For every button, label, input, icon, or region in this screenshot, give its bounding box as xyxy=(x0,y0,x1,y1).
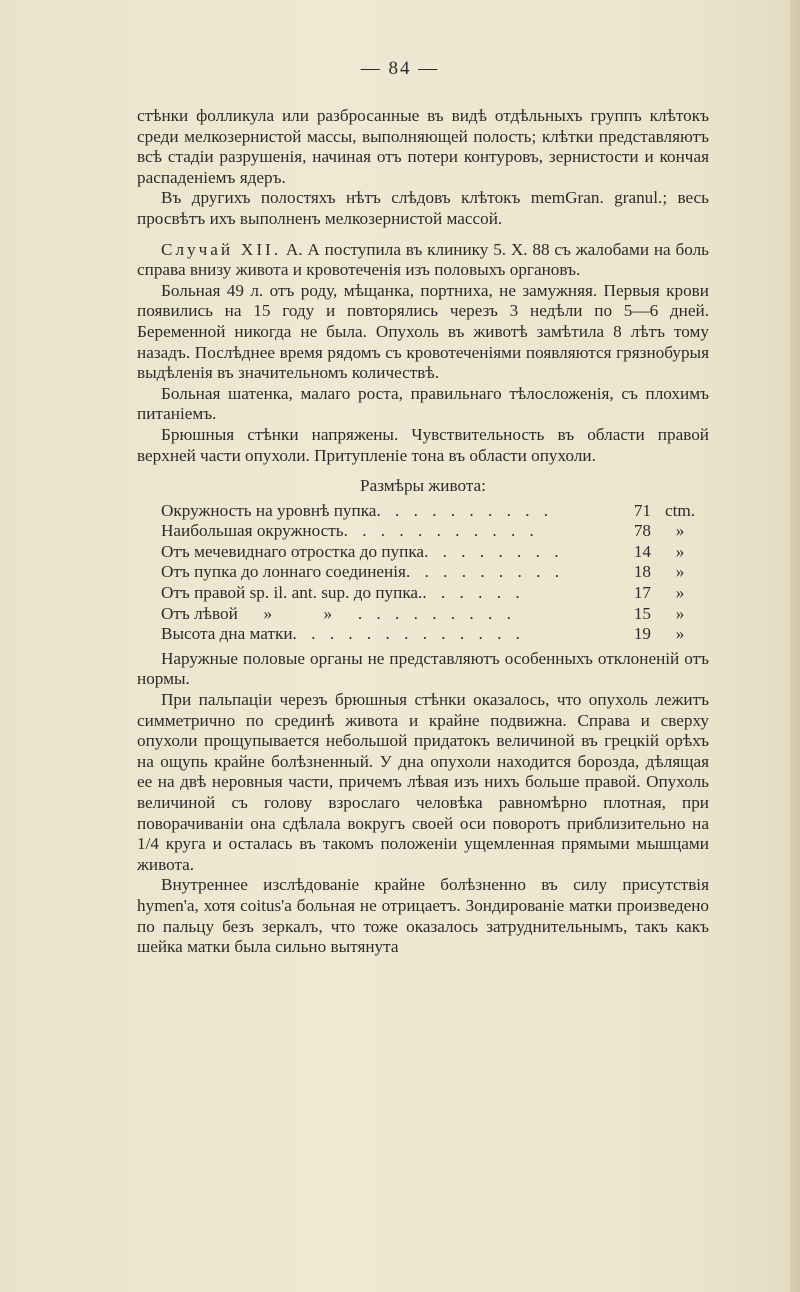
measurement-label: Окружность на уровнѣ пупка xyxy=(161,500,377,520)
measurement-unit: » xyxy=(675,603,685,623)
measurement-row xyxy=(161,521,709,542)
measurement-row xyxy=(161,583,709,604)
page-number: — 84 — xyxy=(360,58,440,79)
leader-dots: . . . . . . . . . . . xyxy=(343,521,539,541)
paragraph-4: Больная 49 л. отъ роду, мѣщанка, портниха, не замужняя. Первыя крови появились на 15 году и повторялись черезъ 3 недѣли по 5—6 дней. Беременной никогда не была. Опухоль въ животѣ замѣтила 8 лѣтъ тому назадъ. Послѣднее время рядомъ съ кровотеченіями появляются грязнобурыя выдѣленія въ значительномъ количествѣ. xyxy=(137,280,709,383)
leader-dots: . . . . . . . . . xyxy=(357,603,516,623)
measurement-label: Отъ лѣвой xyxy=(161,603,238,623)
measurement-value: 17 xyxy=(633,583,651,603)
measurement-unit: » xyxy=(675,521,685,541)
measurement-unit: » xyxy=(675,541,685,561)
case-text: А. А поступила въ клинику 5. X. 88 съ жалобами на боль справа внизу живота и кровотеченія изъ половыхъ органовъ. xyxy=(137,239,709,280)
paragraph-9: Внутреннее изслѣдованіе крайне болѣзненно въ силу присутствія hymen'a, хотя coitus'a больная не отрицаетъ. Зондированіе матки произведено по пальцу безъ зеркалъ, что тоже оказалось затруднительнымъ, такъ какъ шейка матки была сильно вытянута xyxy=(137,875,709,957)
page-edge xyxy=(790,0,800,1292)
case-paragraph xyxy=(137,240,709,281)
paragraph-7: Наружные половые органы не представляютъ особенныхъ отклоненій отъ нормы. xyxy=(137,648,709,689)
measurement-label: Отъ мечевиднаго отростка до пупка xyxy=(161,541,425,561)
measurement-unit: » xyxy=(675,624,685,644)
case-label: Случай XII. xyxy=(161,239,282,259)
measurement-unit: ctm. xyxy=(664,500,696,520)
measurement-row xyxy=(161,542,709,563)
measurement-value: 14 xyxy=(633,541,651,561)
measurement-label: Отъ правой sp. il. ant. sup. до пупка. xyxy=(161,583,423,603)
measurement-value: 71 xyxy=(633,500,651,520)
measurement-label: Отъ пупка до лоннаго соединенія xyxy=(161,562,406,582)
measurement-label: Наибольшая окружность xyxy=(161,521,344,541)
measurements-title: Размѣры живота: xyxy=(360,476,486,496)
leader-dots: . . . . . . . . . . . . . xyxy=(292,624,525,644)
leader-dots: . . . . . . xyxy=(422,583,525,603)
paragraph-1: стѣнки фолликула или разбросанные въ видѣ отдѣльныхъ группъ клѣтокъ среди мелкозернистой массы, выполняющей полость; клѣтки представляютъ всѣ стадіи разрушенія, начиная отъ потери контуровъ, зернистости и кончая распаденіемъ ядеръ. xyxy=(137,106,709,187)
leader-dots: . . . . . . . . . xyxy=(405,562,564,582)
body-text xyxy=(137,106,709,958)
measurement-value: 18 xyxy=(633,562,651,582)
paragraph-5: Больная шатенка, малаго роста, правильнаго тѣлосложенія, съ плохимъ питаніемъ. xyxy=(137,383,709,424)
measurement-row xyxy=(161,501,709,522)
measurement-row xyxy=(161,562,709,583)
ditto-mark: » xyxy=(263,603,273,623)
paragraph-8: При пальпаціи черезъ брюшныя стѣнки оказалось, что опухоль лежитъ симметрично по срединѣ живота и крайне подвижна. Справа и сверху опухоли прощупывается небольшой придатокъ величиной въ грецкій орѣхъ на ощупь крайне болѣзненный. У дна опухоли находится борозда, дѣлящая ее на двѣ неровныя части, причемъ лѣвая изъ нихъ больше правой. Опухоль величиной съ голову взрослаго человѣка равномѣрно плотная, при поворачиваніи она сдѣлала вокругъ своей оси поворотъ приблизительно на 1/4 круга и осталась въ такомъ положеніи ущемленная прямыми мышцами живота. xyxy=(137,690,709,874)
measurement-row xyxy=(161,604,709,625)
leader-dots: . . . . . . . . xyxy=(424,541,564,561)
paragraph-2: Въ другихъ полостяхъ нѣтъ слѣдовъ клѣтокъ memGran. granul.; весь просвѣтъ ихъ выполненъ мелкозернистой массой. xyxy=(137,188,709,228)
measurement-unit: » xyxy=(675,583,685,603)
measurement-label: Высота дна матки xyxy=(161,624,293,644)
ditto-mark: » xyxy=(323,603,333,623)
measurement-value: 78 xyxy=(633,521,651,541)
measurement-value: 15 xyxy=(633,603,651,623)
leader-dots: . . . . . . . . . . xyxy=(376,500,554,520)
measurement-unit: » xyxy=(675,562,685,582)
measurement-value: 19 xyxy=(633,624,651,644)
measurement-row xyxy=(161,624,709,645)
paragraph-6: Брюшныя стѣнки напряжены. Чувствительность въ области правой верхней части опухоли. Притупленіе тона въ области опухоли. xyxy=(137,424,709,465)
measurements-table xyxy=(161,501,709,645)
